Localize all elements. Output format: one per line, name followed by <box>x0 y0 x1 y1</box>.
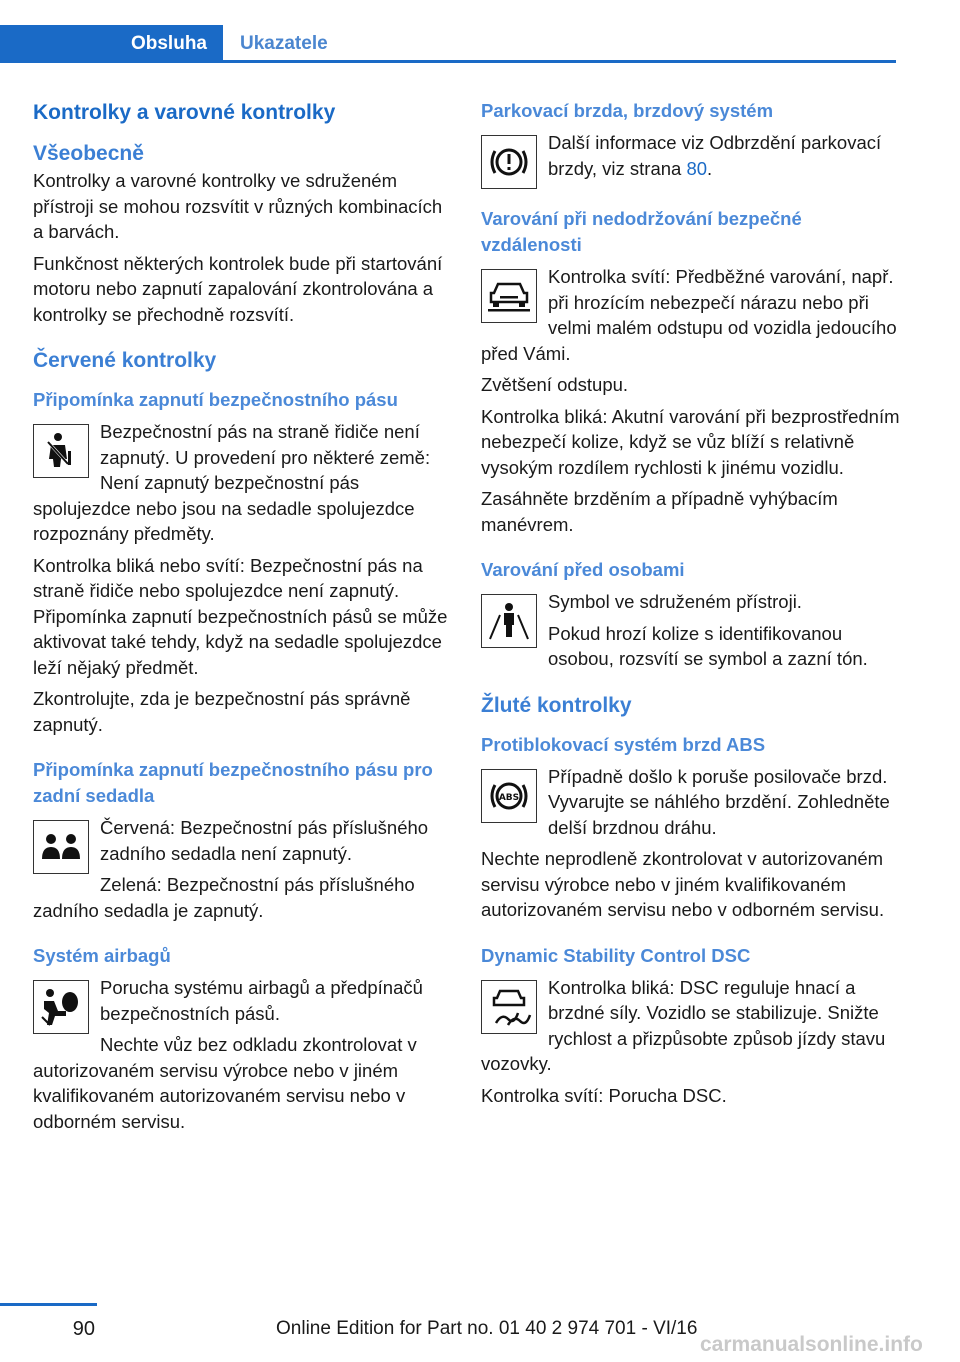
abs-icon <box>481 769 537 823</box>
airbag-icon <box>33 980 89 1034</box>
seatbelt-icon <box>33 424 89 478</box>
paragraph: Kontrolka bliká: DSC reguluje hnací a brzdné síly. Vozidlo se stabilizuje. Snižte rychlost a přizpůsobte způsob jízdy stavu vozovky. <box>481 976 886 1074</box>
dsc-block <box>481 975 901 1077</box>
dsc-icon <box>481 980 537 1034</box>
person-block <box>481 589 901 672</box>
subsection-heading-person: Varování před osobami <box>481 559 685 580</box>
brake-block <box>481 130 901 186</box>
section-heading-yellow: Žluté kontrolky <box>481 693 632 717</box>
paragraph: Kontrolka svítí: Předběžné varování, např. při hrozícím nebezpečí nárazu nebo při velmi malém odstupu od vozidla jedoucího před Vámi. <box>481 266 897 364</box>
paragraph: Porucha systému airbagů a předpínačů bezpečnostních pásů. <box>100 977 423 1024</box>
paragraph: Zelená: Bezpečnostní pás příslušného zadního sedadla je zapnutý. <box>33 874 415 921</box>
page-number: 90 <box>72 1318 95 1340</box>
paragraph: Zvětšení odstupu. <box>481 374 629 395</box>
paragraph: Nechte neprodleně zkontrolovat v autorizovaném servisu výrobce nebo v jiném kvalifikovaném autorizovaném servisu nebo v odborném servisu. <box>481 848 885 920</box>
paragraph: Zkontrolujte, zda je bezpečnostní pás správně zapnutý. <box>33 688 411 735</box>
page-title: Kontrolky a varovné kontrolky <box>33 101 336 124</box>
paragraph: Kontrolka bliká: Akutní varování při bezprostředním nebezpečí kolize, když se vůz blíží s relativně vysokým rozdílem rychlosti k jinému vozidlu. <box>481 405 900 478</box>
abs-block <box>481 764 901 841</box>
subsection-heading-brake: Parkovací brzda, brzdový systém <box>481 100 774 121</box>
subsection-heading-airbag: Systém airbagů <box>33 945 171 966</box>
paragraph: Červená: Bezpečnostní pás příslušného zadního sedadla není zapnutý. <box>100 817 429 864</box>
paragraph: Kontrolka svítí: Porucha DSC. <box>481 1084 727 1106</box>
text: Další informace viz Odbrzdění parkovací brzdy, viz strana <box>548 132 882 179</box>
paragraph: Zasáhněte brzděním a případně vyhýbacím manévrem. <box>481 488 838 535</box>
paragraph: Symbol ve sdruženém přístroji. <box>548 591 802 612</box>
paragraph: Případně došlo k poruše posilovače brzd. Vyvarujte se náhlého brzdění. Zohledněte delší brzdnou dráhu. <box>548 765 890 838</box>
text: . <box>707 157 713 179</box>
page-number-bar <box>0 1303 97 1306</box>
belt-block <box>33 419 453 547</box>
section-heading-general: Všeobecně <box>33 142 144 165</box>
paragraph: Kontrolky a varovné kontrolky ve sdruženém přístroji se mohou rozsvítit v různých kombinacích a barvách. <box>33 170 443 242</box>
rear-seats-icon <box>33 820 89 874</box>
airbag-block <box>33 975 453 1134</box>
rear-block <box>33 815 453 923</box>
subsection-heading-belt: Připomínka zapnutí bezpečnostního pásu <box>33 389 398 410</box>
right-column <box>481 98 901 1108</box>
left-column <box>33 98 453 1134</box>
section-heading-red: Červené kontrolky <box>33 349 217 372</box>
edition-footer: Online Edition for Part no. 01 40 2 974 701 - VI/16 <box>276 1318 698 1339</box>
subsection-heading-abs: Protiblokovací systém brzd ABS <box>481 733 766 755</box>
subsection-heading-rear: Připomínka zapnutí bezpečnostního pásu pro zadní sedadla <box>33 759 433 806</box>
header-tabs <box>0 0 896 62</box>
tab-obsluha[interactable]: Obsluha <box>0 25 223 62</box>
subsection-heading-dsc: Dynamic Stability Control DSC <box>481 944 751 966</box>
header-divider <box>0 60 896 63</box>
distance-warning-icon <box>481 269 537 323</box>
subsection-heading-distance: Varování při nedodržování bezpečné vzdálenosti <box>481 208 802 255</box>
watermark: carmanualsonline.info <box>700 1333 923 1356</box>
paragraph: Nechte vůz bez odkladu zkontrolovat v autorizovaném servisu výrobce nebo v jiném kvalifikovaném autorizovaném servisu nebo v odborném servisu. <box>33 1034 417 1132</box>
pedestrian-warning-icon <box>481 594 537 648</box>
distance-block <box>481 264 901 366</box>
paragraph: Pokud hrozí kolize s identifikovanou osobou, rozsvítí se symbol a zazní tón. <box>548 622 868 669</box>
tab-ukazatele[interactable]: Ukazatele <box>240 33 328 54</box>
parking-brake-icon <box>481 135 537 189</box>
paragraph: Bezpečnostní pás na straně řidiče není zapnutý. U provedení pro některé země: Není zapnutý bezpečnostní pás spolujezdce nebo jsou na sedadle spolujezdce rozpoznány předměty. <box>33 421 431 544</box>
paragraph: Kontrolka bliká nebo svítí: Bezpečnostní pás na straně řidiče nebo spolujezdce není zapnutý. Připomínka zapnutí bezpečnostních pásů se může aktivovat také tehdy, když na sedadle spolujezdce leží nějaký předmět. <box>33 554 448 678</box>
page-link[interactable]: 80 <box>686 157 708 179</box>
paragraph: Funkčnost některých kontrolek bude při startování motoru nebo zapnutí zapalování zkontrolována a kontrolky se přechodně rozsvítí. <box>33 252 443 325</box>
svg-text:ABS: ABS <box>498 792 520 803</box>
paragraph <box>481 130 901 181</box>
